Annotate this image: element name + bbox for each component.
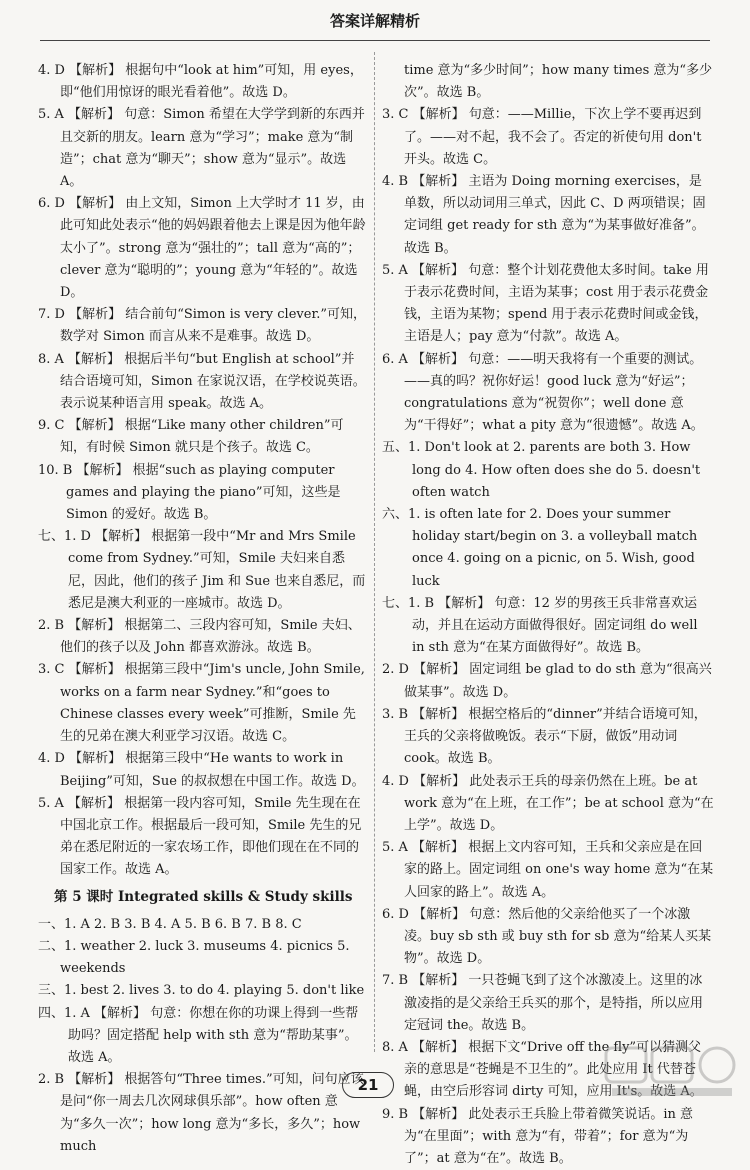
answer-row: 二、1. weather 2. luck 3. museums 4. picnics 5. weekends bbox=[38, 938, 350, 977]
answer-item: 5. A 【解析】 根据上文内容可知，王兵和父亲应是在回家的路上。固定词组 on one's way home 意为“在某人回家的路上”。故选 A。 bbox=[382, 840, 714, 900]
answer-item: 9. B 【解析】 此处表示王兵脸上带着微笑说话。in 意为“在里面”；with 意为“有，带着”；for 意为“为了”；at 意为“在”。故选 B。 bbox=[382, 1106, 694, 1166]
watermark-logo bbox=[602, 1044, 742, 1100]
answer-item: 4. D 【解析】 根据第三段中“He wants to work in Beijing”可知，Sue 的叔叔想在中国工作。故选 D。 bbox=[38, 751, 365, 789]
lesson-section-title: 第 5 课时 Integrated skills & Study skills bbox=[54, 888, 353, 905]
answer-item: 3. C 【解析】 根据第三段中“Jim's uncle, John Smile, works on a farm near Sydney.”和“goes to Chinese classes every week”可推断，Smile 先生的兄弟在澳大利亚学习汉语。故选 C。 bbox=[38, 662, 365, 745]
answer-row: 一、1. A 2. B 3. B 4. A 5. B 6. B 7. B 8. C bbox=[38, 916, 302, 932]
answer-item: 5. A 【解析】 句意：Simon 希望在大学学到新的东西并且交新的朋友。learn 意为“学习”；make 意为“制造”；chat 意为“聊天”；show 意为“显示”。故选 A。 bbox=[38, 107, 365, 190]
answer-item: 9. C 【解析】 根据“Like many other children”可知，有时候 Simon 就只是个孩子。故选 C。 bbox=[38, 418, 344, 456]
right-column bbox=[382, 60, 714, 1170]
answer-item: 3. C 【解析】 句意：——Millie，下次上学不要再迟到了。——对不起，我不会了。否定的祈使句用 don't 开头。故选 C。 bbox=[382, 107, 702, 167]
answer-item: 7. B 【解析】 一只苍蝇飞到了这个冰激凌上。这里的冰激凌指的是父亲给王兵买的那个，是特指，所以应用定冠词 the。故选 B。 bbox=[382, 973, 704, 1033]
answer-item: 4. B 【解析】 主语为 Doing morning exercises，是单数，所以动词用三单式，因此 C、D 两项错误；固定词组 get ready for sth 意为“为某事做好准备”。故选 B。 bbox=[382, 174, 706, 256]
left-column bbox=[38, 60, 366, 1158]
answer-item: 10. B 【解析】 根据“such as playing computer games and playing the piano”可知，这些是 Simon 的爱好。故选 B。 bbox=[38, 462, 341, 523]
answer-item: 5. A 【解析】 根据第一段内容可知，Smile 先生现在在中国北京工作。根据最后一段可知，Smile 先生的兄弟在悉尼附近的一家农场工作，即他们现在在不同的国家工作。故选 A。 bbox=[38, 795, 362, 878]
answer-item: 4. D 【解析】 根据句中“look at him”可知，用 eyes，即“他们用惊讶的眼光看着他”。故选 D。 bbox=[38, 63, 363, 101]
answer-item: 2. B 【解析】 根据答句“Three times.”可知，问句应该是问“你一周去几次网球俱乐部”。how often 意为“多久一次”；how long 意为“多长，多久”；how much bbox=[38, 1072, 364, 1154]
answer-item: 2. B 【解析】 根据第二、三段内容可知，Smile 夫妇、他们的孩子以及 John 都喜欢游泳。故选 B。 bbox=[38, 618, 361, 656]
answer-item: 8. A 【解析】 根据后半句“but English at school”并结合语境可知，Simon 在家说汉语，在学校说英语。表示说某种语言用 speak。故选 A。 bbox=[38, 351, 366, 412]
answer-item: 7. D 【解析】 结合前句“Simon is very clever.”可知，数学对 Simon 而言从来不是难事。故选 D。 bbox=[38, 307, 366, 345]
answer-item: 4. D 【解析】 此处表示王兵的母亲仍然在上班。be at work 意为“在上班，在工作”；be at school 意为“在上学”。故选 D。 bbox=[382, 773, 714, 833]
page-header-title: 答案详解精析 bbox=[329, 12, 420, 30]
answer-item: 2. D 【解析】 固定词组 be glad to do sth 意为“很高兴做某事”。故选 D。 bbox=[382, 662, 712, 700]
page-number bbox=[342, 1072, 394, 1098]
answer-item: 四、1. A 【解析】 句意：你想在你的功课上得到一些帮助吗？固定搭配 help with sth 意为“帮助某事”。故选 A。 bbox=[38, 1005, 359, 1065]
answer-item: 七、1. B 【解析】 句意：12 岁的男孩王兵非常喜欢运动，并且在运动方面做得很好。固定词组 do well in sth 意为“在某方面做得好”。故选 B。 bbox=[382, 595, 698, 656]
answer-item: 6. D 【解析】 由上文知，Simon 上大学时才 11 岁，由此可知此处表示“他的妈妈跟着他去上课是因为他年龄太小了”。strong 意为“强壮的”；tall 意为“高的”；clever 意为“聪明的”；young 意为“年轻的”。故选 D。 bbox=[38, 196, 366, 301]
answer-item: 七、1. D 【解析】 根据第一段中“Mr and Mrs Smile come from Sydney.”可知，Smile 夫妇来自悉尼，因此，他们的孩子 Jim 和 Sue 也来自悉尼，而悉尼是澳大利亚的一座城市。故选 D。 bbox=[38, 529, 366, 611]
answer-item: 3. B 【解析】 根据空格后的“dinner”并结合语境可知，王兵的父亲将做晚饭。表示“下厨，做饭”用动词 cook。故选 B。 bbox=[382, 706, 707, 767]
answer-row: 五、1. Don't look at 2. parents are both 3. How long do 4. How often does she do 5. doesn't often watch bbox=[382, 440, 701, 500]
page-number-text: 21 bbox=[357, 1076, 379, 1094]
answer-item: 6. A 【解析】 句意：——明天我将有一个重要的测试。——真的吗？祝你好运！good luck 意为“好运”；congratulations 意为“祝贺你”；well done 意为“干得好”；what a pity 意为“很遗憾”。故选 A。 bbox=[382, 351, 704, 434]
answer-row: 三、1. best 2. lives 3. to do 4. playing 5. don't like bbox=[38, 983, 365, 999]
header-divider bbox=[40, 40, 710, 41]
answer-item: 5. A 【解析】 句意：整个计划花费他太多时间。take 用于表示花费时间，主语为某事；cost 用于表示花费金钱，主语为某物；spend 用于表示花费时间或金钱，主语是人；pay 意为“付款”。故选 A。 bbox=[382, 262, 709, 345]
answer-row: 六、1. is often late for 2. Does your summer holiday start/begin on 3. a volleyball match once 4. going on a picnic, on 5. Wish, good luck bbox=[382, 507, 698, 589]
answer-item: 8. A 【解析】 根据下文“Drive off the fly”可以猜测父亲的意思是“苍蝇是不卫生的”。此处应用 It 代替苍蝇，由空后形容词 dirty 可知，应用 It's。故选 A。 bbox=[382, 1039, 703, 1100]
answer-item: 6. D 【解析】 句意：然后他的父亲给他买了一个冰激凌。buy sb sth 或 buy sth for sb 意为“给某人买某物”。故选 D。 bbox=[382, 906, 712, 967]
answer-item-continued: time 意为“多少时间”；how many times 意为“多少次”。故选 B。 bbox=[404, 63, 713, 101]
column-divider bbox=[374, 52, 375, 1052]
